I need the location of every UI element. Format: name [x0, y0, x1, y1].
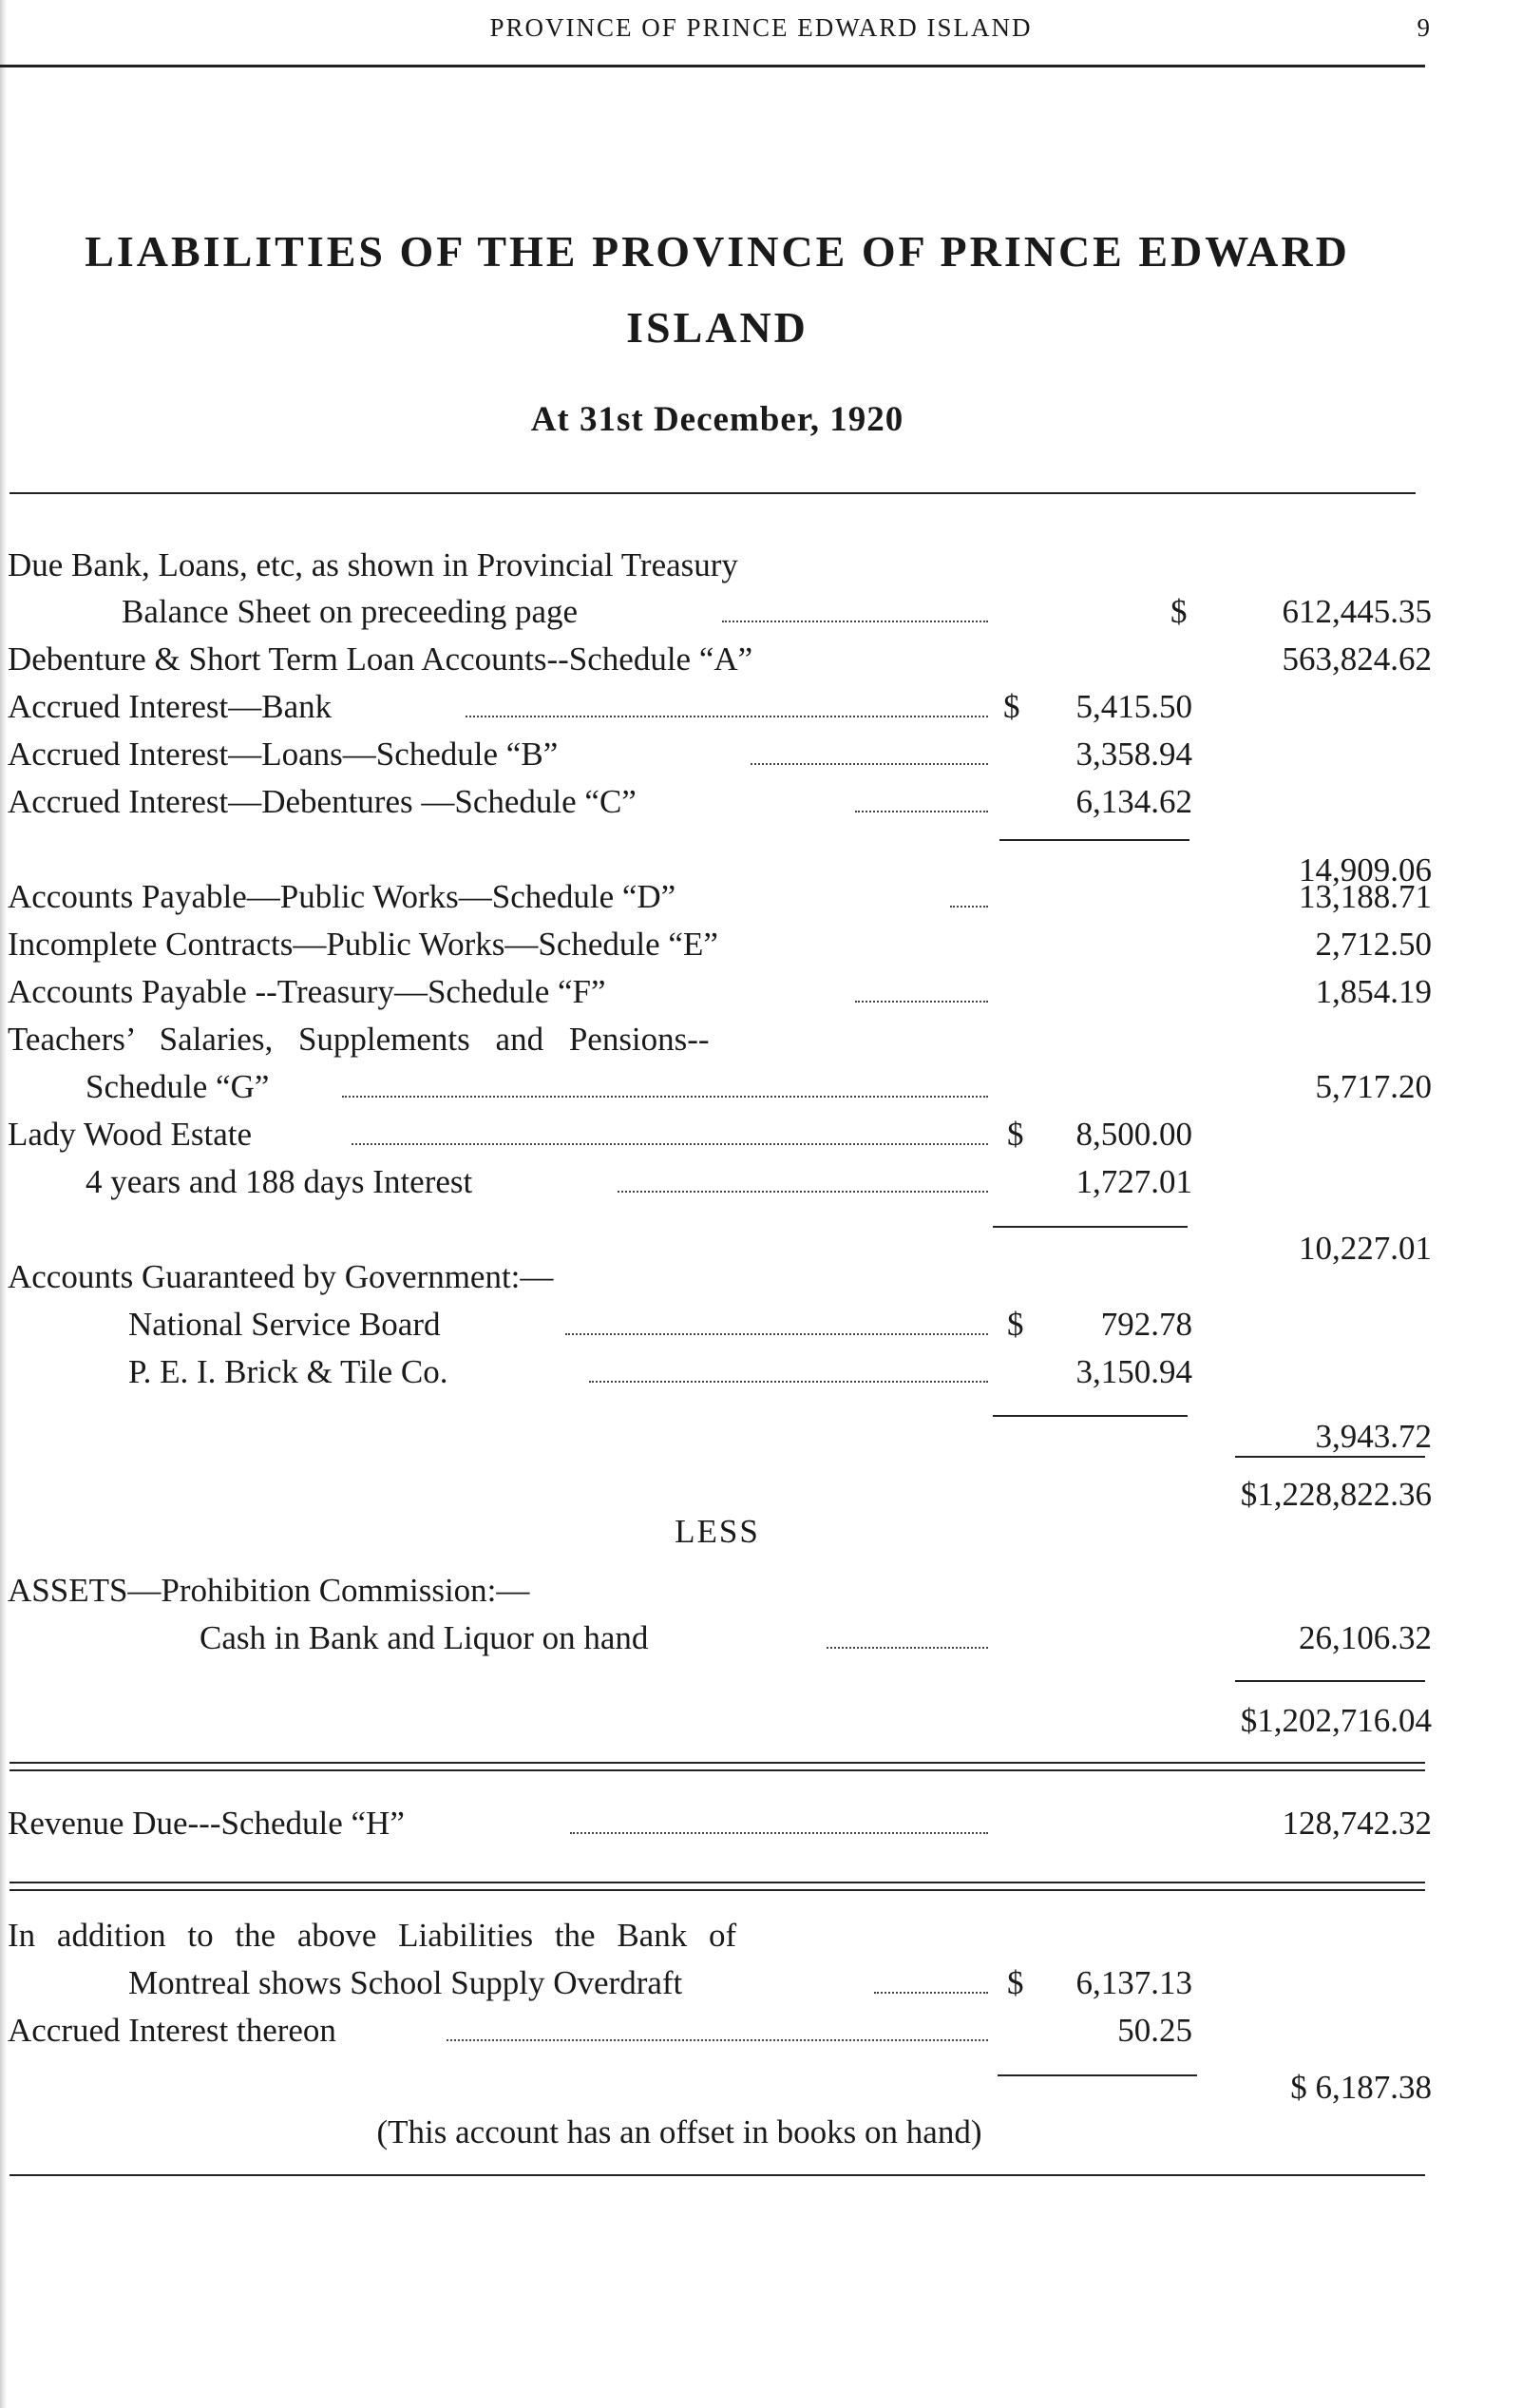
interest-debentures-label: Accrued Interest—Debentures —Schedule “C”	[8, 783, 637, 820]
lady-wood-amount: 8,500.00	[1075, 1116, 1192, 1153]
guaranteed-label: Accounts Guaranteed by Government:—	[8, 1258, 554, 1295]
dot-leader	[751, 763, 988, 765]
teachers-label-line1: Teachers’ Salaries, Supplements and Pensions--	[8, 1021, 710, 1058]
ledger-row-due-bank-1	[0, 544, 1522, 587]
due-bank-label-line2: Balance Sheet on preceeding page	[122, 593, 579, 630]
brick-label: P. E. I. Brick & Tile Co.	[128, 1353, 448, 1390]
interest-loans-amount: 3,358.94	[1075, 736, 1192, 773]
ledger-row-guaranteed	[0, 1255, 1522, 1299]
section-rule	[10, 1882, 1425, 1883]
page-number: 9	[1417, 13, 1432, 42]
guaranteed-total-amount: 3,943.72	[1315, 1418, 1432, 1455]
ledger-row-cash	[0, 1616, 1522, 1660]
treasury-amount: 1,854.19	[1315, 973, 1432, 1010]
debenture-label: Debenture & Short Term Loan Accounts--Schedule “A”	[8, 640, 753, 678]
ledger-row-interest-loans	[0, 733, 1522, 776]
ledger-row-interest-debentures	[0, 780, 1522, 824]
ledger-row-lady-wood	[0, 1113, 1522, 1156]
gross-total-amount: $1,228,822.36	[1240, 1476, 1432, 1513]
lady-wood-currency: $	[1007, 1116, 1024, 1153]
page-date: At 31st December, 1920	[530, 400, 904, 439]
assets-label: ASSETS—Prohibition Commission:—	[8, 1572, 530, 1609]
ledger-row-lady-wood-interest	[0, 1160, 1522, 1204]
less-heading: LESS	[675, 1513, 760, 1550]
dot-leader	[466, 716, 988, 717]
ledger-row-due-bank-2	[0, 590, 1522, 634]
interest-total-amount: 14,909.06	[1299, 851, 1432, 889]
dot-leader	[570, 1832, 988, 1834]
lady-wood-total-amount: 10,227.01	[1299, 1230, 1432, 1267]
incomplete-amount: 2,712.50	[1315, 926, 1432, 963]
debenture-amount: 563,824.62	[1282, 640, 1432, 678]
public-works-label: Accounts Payable—Public Works—Schedule “D”	[8, 878, 676, 915]
ledger-row-gross-total	[0, 1473, 1522, 1517]
lady-wood-interest-label: 4 years and 188 days Interest	[86, 1163, 473, 1200]
ledger-row-lady-wood-total	[0, 1208, 1522, 1267]
overdraft-currency: $	[1007, 1964, 1024, 2001]
brick-amount: 3,150.94	[1075, 1353, 1192, 1390]
ledger-row-addition-1	[0, 1914, 1522, 1958]
incomplete-label: Incomplete Contracts—Public Works—Schedule “E”	[8, 926, 718, 963]
dot-leader	[722, 621, 988, 622]
dot-leader	[855, 811, 988, 812]
due-bank-label-line1: Due Bank, Loans, etc, as shown in Provincial Treasury	[8, 546, 738, 583]
dot-leader	[342, 1096, 988, 1098]
ledger-row-addition-interest	[0, 2009, 1522, 2053]
overdraft-amount: 6,137.13	[1075, 1964, 1192, 2001]
addition-line2: Montreal shows School Supply Overdraft	[128, 1964, 683, 2001]
page-title-line2: ISLAND	[626, 303, 809, 352]
interest-bank-label: Accrued Interest—Bank	[8, 688, 333, 725]
teachers-label-line2: Schedule “G”	[86, 1068, 270, 1105]
national-label: National Service Board	[128, 1306, 441, 1343]
dot-leader	[950, 906, 988, 908]
revenue-label: Revenue Due---Schedule “H”	[8, 1805, 405, 1842]
ledger-row-public-works	[0, 875, 1522, 919]
treasury-label: Accounts Payable --Treasury—Schedule “F”	[8, 973, 606, 1010]
due-bank-currency: $	[1170, 593, 1188, 630]
interest-debentures-amount: 6,134.62	[1075, 783, 1192, 820]
lady-wood-label: Lady Wood Estate	[8, 1116, 253, 1153]
ledger-row-treasury	[0, 970, 1522, 1014]
interest-loans-label: Accrued Interest—Loans—Schedule “B”	[8, 736, 559, 773]
header-rule	[0, 65, 1425, 67]
ledger-row-incomplete	[0, 923, 1522, 966]
ledger-row-national	[0, 1303, 1522, 1347]
teachers-amount: 5,717.20	[1315, 1068, 1432, 1105]
ledger-row-assets	[0, 1569, 1522, 1613]
ledger-row-brick	[0, 1350, 1522, 1394]
national-currency: $	[1007, 1306, 1024, 1343]
ledger-row-teachers-2	[0, 1065, 1522, 1109]
revenue-amount: 128,742.32	[1282, 1805, 1432, 1842]
section-rule	[10, 1762, 1425, 1764]
ledger-row-net-total	[0, 1699, 1522, 1743]
bottom-rule	[10, 2174, 1425, 2176]
section-rule	[10, 1889, 1425, 1891]
ledger-row-addition-2	[0, 1961, 1522, 2005]
addition-total-amount: $ 6,187.38	[1290, 2069, 1432, 2106]
national-amount: 792.78	[1100, 1306, 1192, 1343]
addition-interest-amount: 50.25	[1117, 2012, 1192, 2049]
lady-wood-interest-amount: 1,727.01	[1075, 1163, 1192, 1200]
dot-leader	[447, 2039, 988, 2041]
dot-leader	[874, 1992, 988, 1994]
total-rule	[1235, 1456, 1425, 1458]
section-rule	[10, 1769, 1425, 1771]
cash-label: Cash in Bank and Liquor on hand	[200, 1619, 649, 1656]
dot-leader	[618, 1191, 988, 1193]
ledger-row-debenture	[0, 638, 1522, 681]
ledger-row-interest-bank	[0, 685, 1522, 729]
dot-leader	[827, 1647, 988, 1649]
ledger-row-revenue	[0, 1802, 1522, 1845]
interest-bank-amount: 5,415.50	[1075, 688, 1192, 725]
total-rule	[1235, 1680, 1425, 1682]
offset-note: (This account has an offset in books on hand)	[376, 2113, 982, 2150]
page-title-line1: LIABILITIES OF THE PROVINCE OF PRINCE EDWARD	[85, 227, 1350, 276]
ledger-row-addition-total	[0, 2056, 1522, 2106]
cash-amount: 26,106.32	[1299, 1619, 1432, 1656]
title-rule	[10, 492, 1416, 494]
dot-leader	[352, 1143, 988, 1145]
ledger-row-guaranteed-total	[0, 1398, 1522, 1455]
addition-interest-label: Accrued Interest thereon	[8, 2012, 336, 2049]
net-total-amount: $1,202,716.04	[1240, 1702, 1432, 1739]
ledger-row-teachers-1	[0, 1018, 1522, 1061]
ledger-row-interest-total	[0, 830, 1522, 889]
addition-line1: In addition to the above Liabilities the Bank of	[8, 1917, 737, 1954]
dot-leader	[589, 1381, 988, 1383]
due-bank-amount: 612,445.35	[1282, 593, 1432, 630]
running-header-title: PROVINCE OF PRINCE EDWARD ISLAND	[489, 13, 1033, 42]
dot-leader	[565, 1333, 988, 1335]
interest-bank-currency: $	[1003, 688, 1020, 725]
dot-leader	[855, 1001, 988, 1003]
public-works-amount: 13,188.71	[1299, 878, 1432, 915]
